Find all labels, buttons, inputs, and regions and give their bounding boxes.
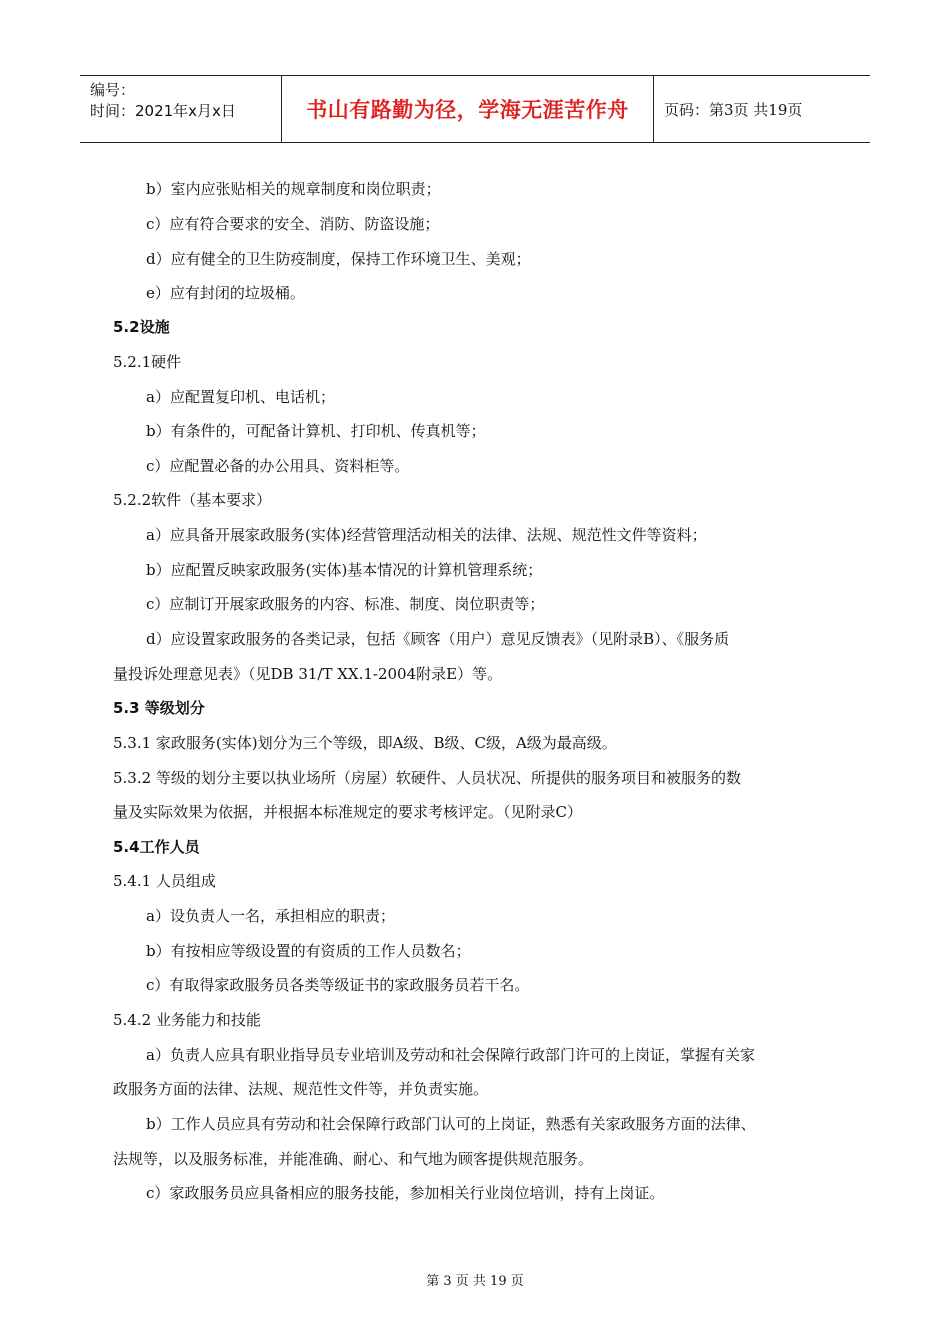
header-time-label: 时间：2021年x月x日 bbox=[90, 102, 236, 120]
paragraph-line: c）应配置必备的办公用具、资料柜等。 bbox=[146, 457, 410, 475]
paragraph-line: b）室内应张贴相关的规章制度和岗位职责； bbox=[146, 180, 441, 198]
header-page-info: 页码：第3页 共19页 bbox=[664, 100, 803, 119]
header-number-label: 编号： bbox=[90, 81, 136, 99]
paragraph-line: 5.3.2 等级的划分主要以执业场所（房屋）软硬件、人员状况、所提供的服务项目和被服务的数 bbox=[113, 769, 741, 787]
paragraph-line: c）家政服务员应具备相应的服务技能，参加相关行业岗位培训，持有上岗证。 bbox=[146, 1184, 665, 1202]
paragraph-line: e）应有封闭的垃圾桶。 bbox=[146, 284, 305, 302]
paragraph-line: c）有取得家政服务员各类等级证书的家政服务员若干名。 bbox=[146, 976, 530, 994]
paragraph-line: 量投诉处理意见表》（见DB 31/T XX.1-2004附录E）等。 bbox=[113, 665, 503, 683]
section-heading: 5.4工作人员 bbox=[113, 838, 200, 856]
paragraph-line: 5.3.1 家政服务(实体)划分为三个等级，即A级、B级、C级，A级为最高级。 bbox=[113, 734, 617, 752]
subsection-heading: 5.4.2 业务能力和技能 bbox=[113, 1011, 261, 1029]
header-motto: 书山有路勤为径，学海无涯苦作舟 bbox=[282, 76, 654, 142]
paragraph-line: a）应具备开展家政服务(实体)经营管理活动相关的法律、法规、规范性文件等资料； bbox=[146, 526, 707, 544]
header-meta-cell bbox=[80, 76, 282, 142]
paragraph-line: b）有条件的，可配备计算机、打印机、传真机等； bbox=[146, 422, 486, 440]
paragraph-line: b）应配置反映家政服务(实体)基本情况的计算机管理系统； bbox=[146, 561, 543, 579]
subsection-heading: 5.4.1 人员组成 bbox=[113, 872, 216, 890]
paragraph-line: c）应制订开展家政服务的内容、标准、制度、岗位职责等； bbox=[146, 595, 545, 613]
paragraph-line: a）应配置复印机、电话机； bbox=[146, 388, 335, 406]
subsection-heading: 5.2.1硬件 bbox=[113, 353, 182, 371]
paragraph-line: c）应有符合要求的安全、消防、防盗设施； bbox=[146, 215, 440, 233]
paragraph-line: 政服务方面的法律、法规、规范性文件等，并负责实施。 bbox=[113, 1080, 489, 1098]
paragraph-line: 法规等，以及服务标准，并能准确、耐心、和气地为顾客提供规范服务。 bbox=[113, 1150, 594, 1168]
paragraph-line: 量及实际效果为依据，并根据本标准规定的要求考核评定。（见附录C） bbox=[113, 803, 582, 821]
paragraph-line: a）负责人应具有职业指导员专业培训及劳动和社会保障行政部门许可的上岗证，掌握有关家 bbox=[146, 1046, 755, 1064]
document-header bbox=[80, 75, 870, 143]
paragraph-line: d）应设置家政服务的各类记录，包括《顾客（用户）意见反馈表》（见附录B）、《服务质 bbox=[146, 630, 730, 648]
paragraph-line: d）应有健全的卫生防疫制度，保持工作环境卫生、美观； bbox=[146, 250, 531, 268]
section-heading: 5.2设施 bbox=[113, 318, 170, 336]
paragraph-line: b）有按相应等级设置的有资质的工作人员数名； bbox=[146, 942, 471, 960]
subsection-heading: 5.2.2软件（基本要求） bbox=[113, 491, 272, 509]
page-footer: 第 3 页 共 19 页 bbox=[426, 1274, 524, 1289]
paragraph-line: b）工作人员应具有劳动和社会保障行政部门认可的上岗证，熟悉有关家政服务方面的法律、 bbox=[146, 1115, 756, 1133]
paragraph-line: a）设负责人一名，承担相应的职责； bbox=[146, 907, 395, 925]
section-heading: 5.3 等级划分 bbox=[113, 699, 205, 717]
